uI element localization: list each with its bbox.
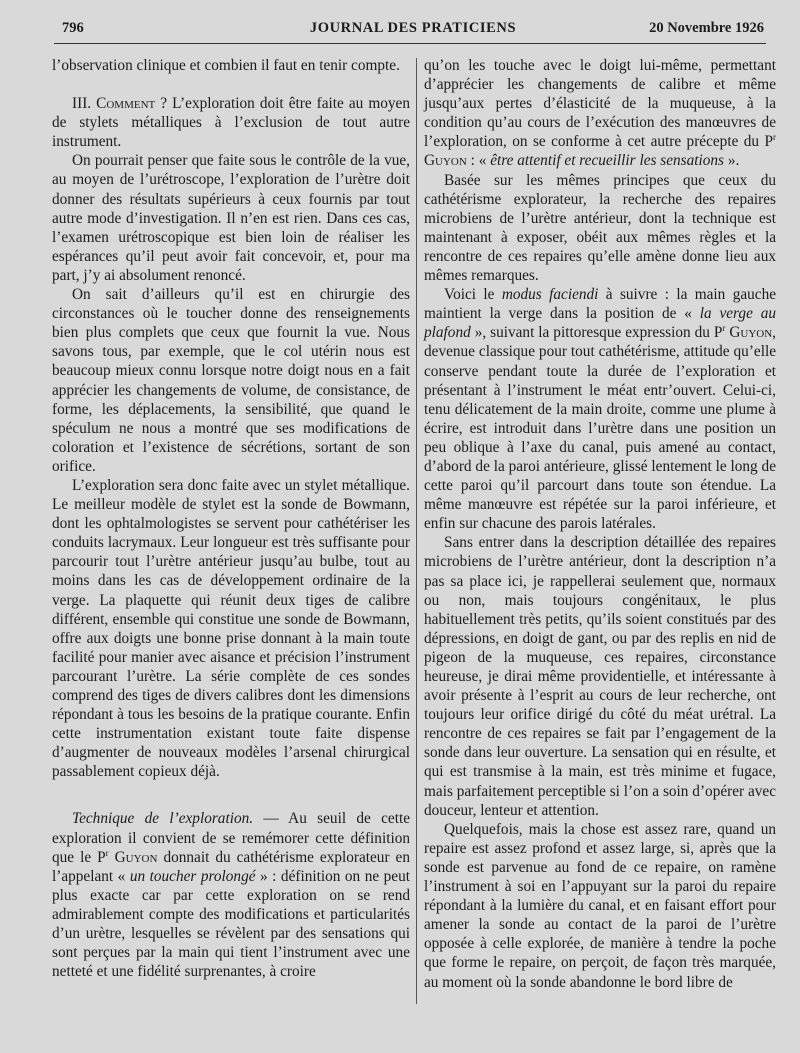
person-name: Guyon — [725, 324, 773, 342]
subsection-title: Technique de l’exploration. — [72, 810, 254, 828]
text-run: » : définition on ne peut plus exacte car par cette exploration on se rend admirablement compte des modifications et particularités d’un urètre, lesquelles se révèlent par des sensations qui sont perçues par la main qui tient l’instrument avec une netteté et une fidélité surprenantes, à croire — [52, 867, 410, 981]
column-divider — [416, 58, 417, 1004]
text-run: qu’on les touche avec le doigt lui-même, permettant d’apprécier les changements de calibre et même jusqu’aux pertes d’élasticité de la muqueuse, à la condition qu’au cours de l’exécution des manœuvres de l’exploration, on se conforme à cet autre précepte du P — [424, 57, 776, 151]
text-run: à suivre : la main gauche maintient la verge dans la position de « — [424, 286, 777, 323]
page-number: 796 — [62, 20, 84, 36]
paragraph: Basée sur les mêmes principes que ceux du cathétérisme explorateur, la recherche des repaires microbiens de l’urètre antérieur, dont la technique est maintenant à exposer, obéit aux mêmes règles et la rencontre de ces repaires qu’elle amène donne lieu aux mêmes remarques. — [424, 171, 776, 285]
paragraph: Sans entrer dans la description détaillée des repaires microbiens de l’urètre antérieur, dont la description n’a pas sa place ici, je rappellerai seulement que, normaux ou non, mais toujours congénitaux, le plus habituellement très petits, qu’ils soient constitués par des dépressions, en doigt de gant, ou par des replis en nid de pigeon de la muqueuse, ces repaires, circonstance heureuse, je dirai même providentielle, et intéressante à avoir présente à l’esprit au cours de leur recherche, ont toujours leur orifice dirigé du côté du méat urétral. La rencontre de ces repaires se fait par l’engagement de la sonde dans leur ouverture. La sensation qui en résulte, et qui est transmise à la main, est très minime et fugace, mais parfaitement perceptible si l’on a soin d’opérer avec douceur, lenteur et attention. — [424, 534, 776, 819]
right-column — [424, 56, 776, 992]
section-text: L’exploration doit être faite au moyen de stylets métalliques à l’exclusion de tout autre instrument. — [52, 95, 410, 151]
text-run: Voici le — [444, 286, 502, 304]
paragraph: On sait d’ailleurs qu’il est en chirurgie des circonstances où le toucher donne des renseignements bien plus complets que ceux que fournit la vue. Nous savons tous, par exemple, que le col utérin nous est beaucoup mieux connu lorsque notre doigt nous en a fait apprécier les changements de volume, de consistance, de forme, les déplacements, la sensibilité, que quand le spéculum ne nous a montré que ses modifications de coloration et l’existence de sécrétions, sortant de son orifice. — [52, 286, 410, 475]
person-name: Guyon — [108, 848, 158, 866]
left-column — [52, 56, 410, 981]
person-name: Guyon — [424, 152, 467, 170]
paragraph — [424, 285, 776, 533]
text-run: , devenue classique pour tout cathétérisme, attitude qu’elle conserve pendant toute la durée de l’exploration et présentant à l’instrument le méat entr’ouvert. Celui-ci, tenu délicatement de la main droite, comme une plume à écrire, est introduit dans l’urètre dans une position un peu oblique à l’axe du canal, puis amené au contact, d’abord de la paroi antérieure, glissé lentement le long de cette paroi qu’il parcourt dans toute son étendue. La même manœuvre est répétée sur la paroi inférieure, et enfin sur chacune des parois latérales. — [424, 324, 776, 533]
section-title: Comment ? — [96, 95, 168, 113]
text-run: », suivant la pittoresque expression du P — [470, 324, 723, 342]
text-run: : « — [466, 152, 491, 170]
running-header — [62, 20, 764, 44]
section-heading-paragraph — [52, 94, 410, 151]
text-run: donnait du cathétérisme explorateur en l’appelant « — [52, 848, 410, 885]
header-rule — [54, 43, 766, 44]
text-run: ». — [724, 152, 740, 170]
superscript: r — [105, 847, 109, 858]
section-number: III. — [72, 95, 92, 113]
latin-phrase: modus faciendi — [501, 286, 599, 304]
quotation: un toucher prolongé — [129, 867, 256, 885]
journal-title: JOURNAL DES PRATICIENS — [309, 20, 517, 36]
paragraph — [52, 809, 410, 981]
paragraph — [424, 56, 776, 171]
paragraph: On pourrait penser que faite sous le contrôle de la vue, au moyen de l’urétroscope, l’exploration de l’urètre doit donner des résultats supérieurs à ceux fournis par tout autre mode d’investigation. Il n’en est rien. Dans ces cas, l’examen urétroscopique est bien loin de réaliser les espérances qu’il peut avoir fait concevoir, et, pour ma part, j’y ai absolument renoncé. — [52, 152, 410, 284]
superscript: r — [773, 132, 776, 143]
superscript: r — [722, 323, 726, 334]
paragraph: Quelquefois, mais la chose est assez rare, quand un repaire est assez profond et assez large, si, après que la sonde est parvenue au fond de ce repaire, on ramène l’instrument à soi en l’appuyant sur la paroi du repaire répondant à la lumière du canal, et en faisant effort pour amener la sonde au contact de la paroi de l’urètre opposée à celle explorée, de manière à tendre la poche que forme le repaire, on perçoit, de façon très marquée, au moment où la sonde abandonne le bord libre de — [424, 820, 776, 991]
paragraph: l’observation clinique et combien il faut en tenir compte. — [52, 57, 400, 74]
quotation: être attentif et recueillir les sensations — [490, 152, 725, 170]
quotation: la verge au plafond — [424, 305, 777, 342]
paragraph: L’exploration sera donc faite avec un stylet métallique. Le meilleur modèle de stylet est la sonde de Bowmann, dont les ophtalmologistes se servent pour cathétériser les conduits lacrymaux. Leur longueur est très suffisante pour parcourir tout l’urètre antérieur jusqu’au bulbe, tout au moins dans les cas de développement ordinaire de la verge. La plaquette qui réunit deux tiges de calibre différent, ensemble qui constitue une sonde de Bowmann, offre aux doigts une bonne prise donnant à la main toute facilité pour manier avec aisance et précision l’instrument parcourant l’urètre. La série complète de ces sondes comprend des tiges de divers calibres dont les dimensions répondant à tous les besoins de la pratique courante. Enfin cette instrumentation existant toute faite dispense d’augmenter de nouveaux modèles l’arsenal chirurgical passablement copieux déjà. — [52, 476, 410, 781]
issue-date: 20 Novembre 1926 — [649, 20, 764, 36]
text-run: — Au seuil de cette exploration il convient de se remémorer cette définition que le P — [52, 810, 410, 866]
